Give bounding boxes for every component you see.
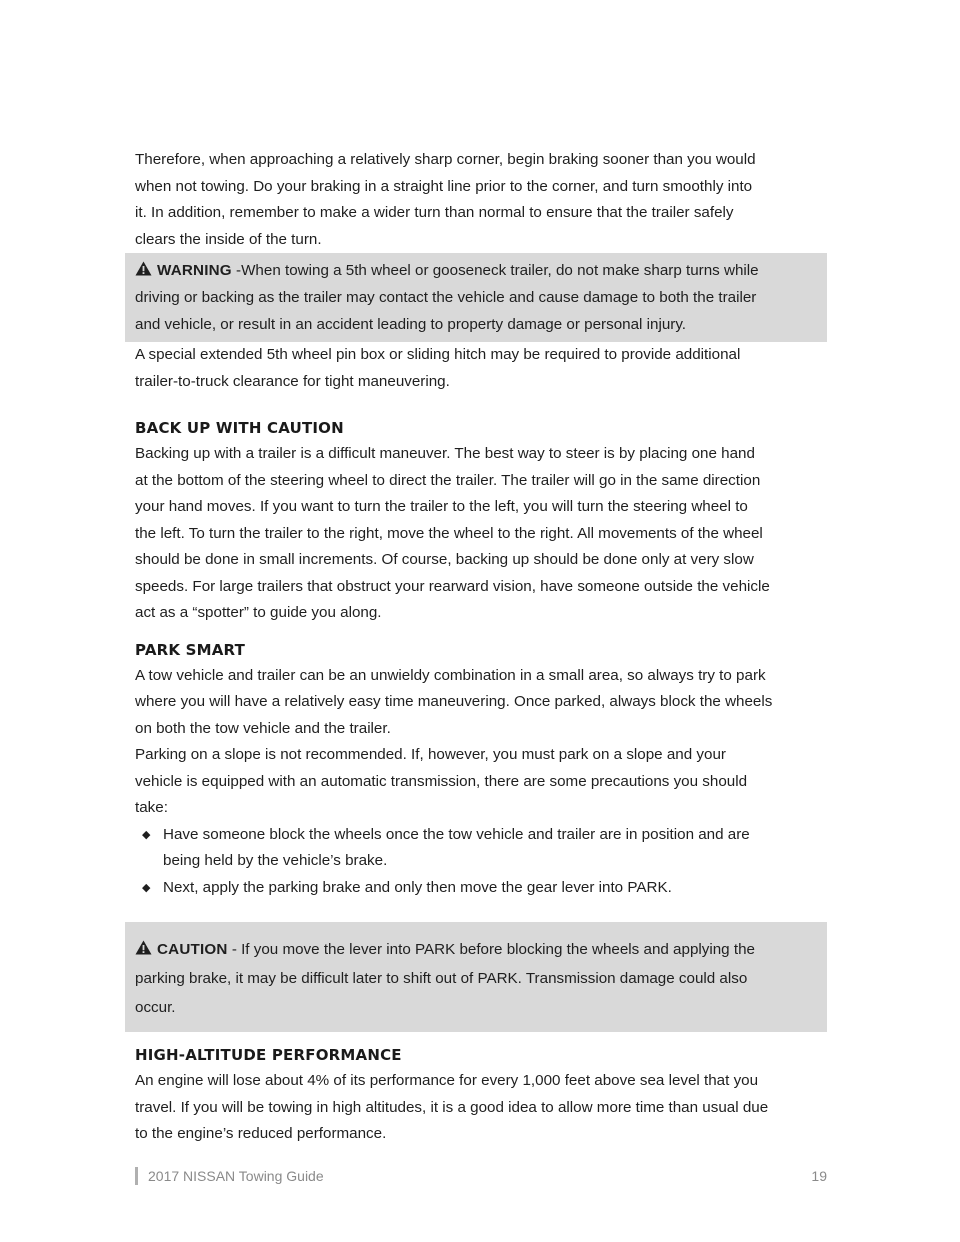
- precautions-list: [135, 822, 827, 902]
- altitude-line: An engine will lose about 4% of its performance for every 1,000 feet above sea level that you: [135, 1072, 759, 1089]
- warning-label: WARNING: [157, 262, 232, 279]
- backup-line: the left. To turn the trailer to the right, move the wheel to the right. All movements of the wheel: [135, 524, 763, 542]
- warning-box: [125, 253, 827, 342]
- bullet-icon: ◆: [142, 881, 151, 894]
- list-item-text: being held by the vehicle’s brake.: [163, 852, 388, 869]
- park-paragraph: [135, 663, 827, 822]
- intro-line: clears the inside of the turn.: [135, 230, 322, 248]
- warning-line: driving or backing as the trailer may contact the vehicle and cause damage to both the trailer: [135, 289, 757, 306]
- backup-heading: BACK UP WITH CAUTION: [135, 419, 344, 437]
- hitch-paragraph: [135, 342, 827, 395]
- page-content: [135, 147, 827, 1148]
- warning-triangle-icon: [135, 261, 152, 276]
- intro-line: when not towing. Do your braking in a straight line prior to the corner, and turn smoothly into: [135, 177, 753, 195]
- warning-line: [135, 257, 825, 284]
- park-line: where you will have a relatively easy time maneuvering. Once parked, always block the wheels: [135, 693, 773, 710]
- caution-text: - If you move the lever into PARK before blocking the wheels and applying the: [227, 941, 755, 958]
- caution-label: CAUTION: [157, 941, 228, 958]
- backup-line: at the bottom of the steering wheel to direct the trailer. The trailer will go in the same direction: [135, 471, 761, 489]
- park-heading: PARK SMART: [135, 640, 246, 659]
- park-line: vehicle is equipped with an automatic transmission, there are some precautions you should: [135, 772, 748, 790]
- intro-line: Therefore, when approaching a relatively sharp corner, begin braking sooner than you would: [135, 151, 756, 168]
- footer-accent-bar: [135, 1167, 138, 1185]
- warning-text: -When towing a 5th wheel or gooseneck trailer, do not make sharp turns while: [231, 262, 759, 279]
- backup-line: your hand moves. If you want to turn the trailer to the left, you will turn the steering wheel to: [135, 498, 748, 515]
- backup-line: speeds. For large trailers that obstruct your rearward vision, have someone outside the vehicle: [135, 577, 770, 595]
- footer-title: 2017 NISSAN Towing Guide: [148, 1168, 324, 1184]
- park-line: A tow vehicle and trailer can be an unwieldy combination in a small area, so always try to park: [135, 666, 766, 684]
- backup-paragraph: [135, 441, 827, 627]
- list-item: [135, 822, 827, 849]
- altitude-heading: HIGH-ALTITUDE PERFORMANCE: [135, 1046, 402, 1064]
- backup-line: should be done in small increments. Of course, backing up should be done only at very slow: [135, 551, 754, 568]
- warning-triangle-icon: [135, 940, 152, 955]
- intro-paragraph: [135, 147, 827, 253]
- list-item-text: Have someone block the wheels once the tow vehicle and trailer are in position and are: [163, 825, 750, 843]
- warning-line: and vehicle, or result in an accident leading to property damage or personal injury.: [135, 316, 687, 333]
- caution-line: occur.: [135, 999, 176, 1016]
- caution-line: [135, 935, 825, 964]
- list-item: [135, 875, 827, 902]
- backup-line: act as a “spotter” to guide you along.: [135, 604, 382, 621]
- hitch-line: A special extended 5th wheel pin box or sliding hitch may be required to provide additional: [135, 346, 741, 363]
- list-item-continuation: [135, 848, 827, 875]
- park-line: Parking on a slope is not recommended. If, however, you must park on a slope and your: [135, 746, 726, 763]
- park-line: on both the tow vehicle and the trailer.: [135, 719, 391, 737]
- altitude-line: to the engine’s reduced performance.: [135, 1125, 387, 1142]
- altitude-line: travel. If you will be towing in high altitudes, it is a good idea to allow more time than usual due: [135, 1098, 769, 1116]
- backup-line: Backing up with a trailer is a difficult maneuver. The best way to steer is by placing one hand: [135, 445, 755, 462]
- caution-line: parking brake, it may be difficult later to shift out of PARK. Transmission damage could also: [135, 970, 748, 987]
- park-line: take:: [135, 799, 168, 816]
- caution-box: [125, 922, 827, 1032]
- list-item-text: Next, apply the parking brake and only then move the gear lever into PARK.: [163, 878, 672, 896]
- hitch-line: trailer-to-truck clearance for tight maneuvering.: [135, 372, 450, 390]
- bullet-icon: ◆: [142, 828, 151, 841]
- page-footer: [135, 1166, 827, 1186]
- intro-line: it. In addition, remember to make a wider turn than normal to ensure that the trailer safely: [135, 204, 734, 221]
- page-number: 19: [811, 1168, 827, 1184]
- altitude-paragraph: [135, 1068, 827, 1148]
